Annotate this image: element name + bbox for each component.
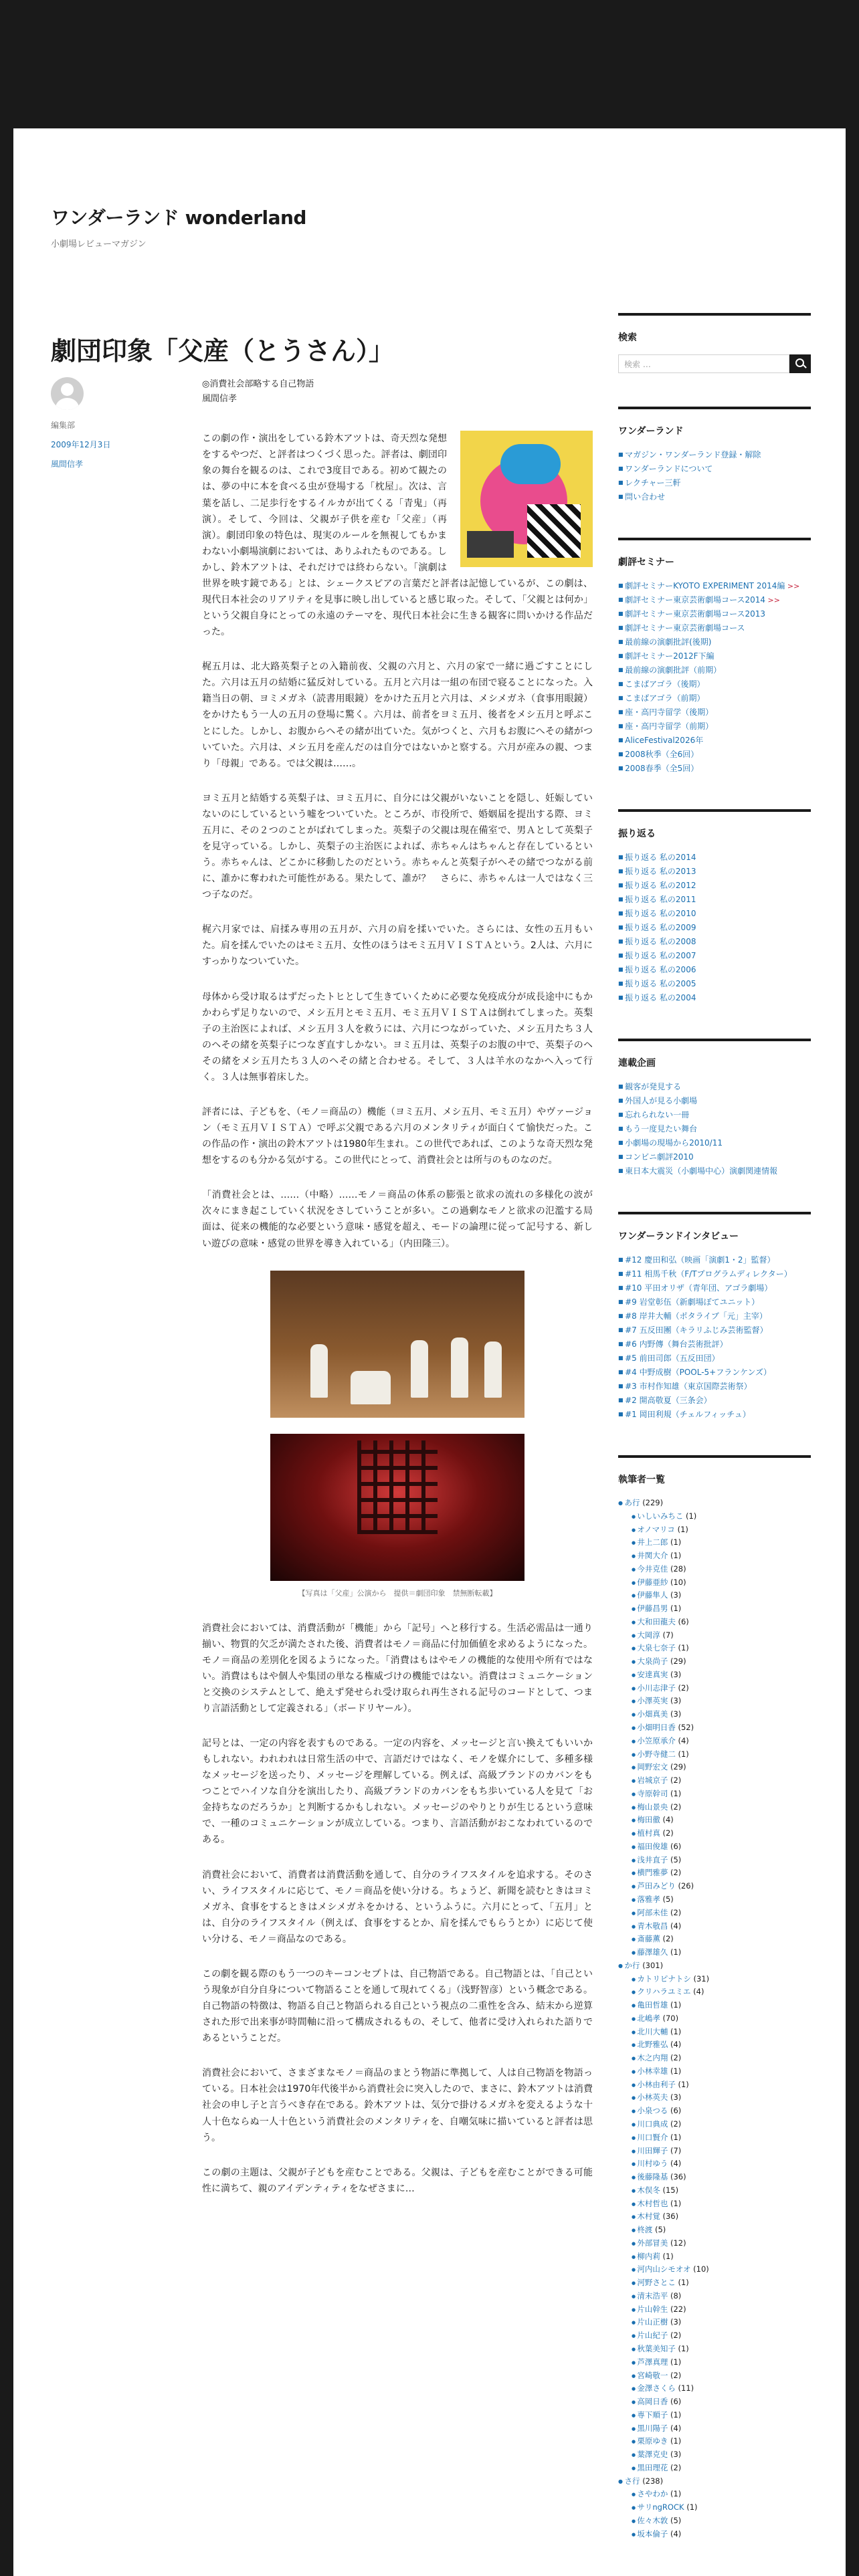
post-meta xyxy=(51,377,145,477)
sidebar-link[interactable]: ■ 劇評セミナー東京芸術劇場コース2014 >> xyxy=(618,593,811,607)
paragraph: この劇を観る際のもう一つのキーコンセプトは、自己物語である。自己物語とは、「自己という現象が自分自身について物語ることを通して現れてくる」（浅野智彦）という概念である。自己物語の特徴は、物語る自己と物語られる自己という視点の二重性を含み、結末から逆算された形で出来事が時間軸に沿って構成されるもの、そして、他者に受け入れられた語りであるということだ。 xyxy=(202,1968,593,2044)
sidebar-link[interactable]: ■ 2008秋季（全6回） xyxy=(618,748,811,762)
sidebar-link[interactable]: ■ #7 五反田團（キラリふじみ芸術監督） xyxy=(618,1323,811,1337)
paragraph-text: この劇の作・演出をしている鈴木アツトは、奇天烈な発想をするやつだ、と評者はつくづく思った。評者は、劇団印象の舞台を観るのは、これで3度目である。初めて観たのは、夢の中に本を食べる虫が登場する「枕屋」。次は、言葉を話し、二足歩行をするイルカが出てくる「青鬼」（再演）。そして、今回は、父親が子供を産む「父産」（再演）。劇団印象の特色は、現実のルールを無視してもかまわない小劇場演劇においては、ありふれたものである。しかし、鈴木アツトは、それだけでは終わらない。「演劇は世界を映す鏡である」とは、シェークスピアの言葉だと評者は記憶しているが、この劇は、現代日本社会のリアリティを見事に映し出していると感じ取った。そして、「父親とは何か」という父親自身にとっての永遠のテーマを、現代日本社会に生きる観客に問いかける作品だった。 xyxy=(202,433,593,638)
sidebar-link[interactable]: ■ こまばアゴラ（後期） xyxy=(618,677,811,691)
paragraph: 梶六月家では、肩揉み専用の五月が、六月の肩を揉いでいた。さらには、女性の五月もいた。肩を揉んでいたのはモミ五月、女性のほうはモミ五月ＶＩＳＴＡという。2人は、六月にすっかりなついていた。 xyxy=(202,924,593,968)
author-item[interactable]: ● 福田俊雄 (6) xyxy=(632,1840,811,1854)
author-item[interactable]: ● 伊藤亜紗 (10) xyxy=(632,1576,811,1590)
sidebar-link[interactable]: ■ 問い合わせ xyxy=(618,490,811,504)
author-item[interactable]: ● 安達真実 (3) xyxy=(632,1669,811,1682)
author-group-label[interactable]: あ行 xyxy=(624,1498,643,1507)
interview-widget xyxy=(618,1212,811,1422)
paragraph: 消費社会においては、消費活動が「機能」から「記号」へと移行する。生活必需品は一通り揃い、物質的欠乏が満たされた後、消費者はモノ＝商品に付加価値を求めるようになった。モノ＝商品の差別化を図るようになった。「消費はもはやモノの機能的な使用や所有ではない。消費はもはや個人や集団の単なる権威づけの機能ではない。消費はコミュニケーションと交換のシステムとして、絶えず発せられ受け取られ再生される記号のコードとして、つまり言語活動として定義される」（ボードリヤール）。 xyxy=(202,1622,593,1714)
sidebar-link[interactable]: ■ 振り返る 私の2008 xyxy=(618,935,811,949)
sidebar-link[interactable]: ■ コンビニ劇評2010 xyxy=(618,1150,811,1164)
sidebar-link[interactable]: ■ 忘れられない一冊 xyxy=(618,1108,811,1122)
avatar xyxy=(51,377,84,410)
series-widget xyxy=(618,1039,811,1178)
author-item[interactable]: ● 亀田哲雄 (1) xyxy=(632,1999,811,2012)
author-item[interactable]: ● 大泉七奈子 (1) xyxy=(632,1642,811,1655)
post-date-link[interactable]: 2009年12月3日 xyxy=(51,440,111,449)
sidebar-link[interactable]: ■ 劇評セミナーKYOTO EXPERIMENT 2014編 >> xyxy=(618,579,811,593)
author-group[interactable] xyxy=(618,1959,811,2475)
author-item[interactable]: ● 北嶋孝 (70) xyxy=(632,2012,811,2026)
author-item[interactable]: ● 木村覚 (36) xyxy=(632,2210,811,2224)
author-item[interactable]: ● 小畑明日香 (52) xyxy=(632,1721,811,1735)
search-widget xyxy=(618,313,811,373)
sidebar-link[interactable]: ■ AliceFestival2026年 xyxy=(618,734,811,748)
paragraph: 記号とは、一定の内容を表すものである。一定の内容を、メッセージと言い換えてもいいかもしれない。われわれは日常生活の中で、言語だけではなく、モノを媒介にして、多種多様なメッセージを送ったり、メッセージを理解している。例えば、高級ブランドのカバンをもつことでハイソな自分を演出したり、高級ブランドのカバンをもち歩いている人を見て「お金持ちなのだろうか」と判断するかもしれない。メッセージのやりとりが生じるという意味で、一種のコミュニケーションが成立している。つまり、言語活動がおこなわれているのである。 xyxy=(202,1738,593,1846)
author-item[interactable]: ● 小野寺健二 (1) xyxy=(632,1748,811,1761)
photo-caption: 【写真は「父産」公演から 提供＝劇団印象 禁無断転載】 xyxy=(298,1588,497,1598)
author-group-label[interactable]: さ行 xyxy=(624,2476,643,2486)
sidebar-link[interactable]: ■ 最前線の演劇批評(後期) xyxy=(618,635,811,649)
author-item[interactable]: ● 植村真 (2) xyxy=(632,1827,811,1840)
sidebar-link[interactable]: ■ #12 慶田和弘（映画「演劇1・2」監督） xyxy=(618,1253,811,1267)
sidebar-link[interactable]: ■ 振り返る 私の2007 xyxy=(618,949,811,963)
author-item[interactable]: ● 柳内莉 (1) xyxy=(632,2250,811,2264)
article-subhead xyxy=(202,377,593,407)
author-item[interactable]: ● 大和田龍夫 (6) xyxy=(632,1616,811,1629)
author-item[interactable]: ● 大岡淳 (7) xyxy=(632,1629,811,1642)
sidebar-link[interactable]: ■ #10 平田オリザ（青年団、アゴラ劇場） xyxy=(618,1281,811,1295)
subhead-author: 風間信孝 xyxy=(202,394,237,405)
paragraph: ヨミ五月と結婚する英梨子は、ヨミ五月に、自分には父親がいないことを隠し、妊娠していないのにしているという嘘をついていた。ところが、市役所で、婚姻届を提出する際、ヨミ五月に、その２つのことがばれてしまった。英梨子の父親は現在備室で、男Ａとして英梨子を見守っている。しかし、英梨子の主治医によれば、赤ちゃんはちゃんと存在しているという。赤ちゃんは、どこかに移動したのだという。赤ちゃんと英梨子がへその緒でつながる前に、誰かに奪われた可能性がある。果たして、誰が？ さらに、赤ちゃんは一人ではなく三つ子なのだ。 xyxy=(202,792,593,901)
author-item[interactable]: ● 外部冒美 (12) xyxy=(632,2237,811,2250)
sidebar-link[interactable]: ■ 振り返る 私の2009 xyxy=(618,921,811,935)
sidebar-link[interactable]: ■ 劇評セミナー東京芸術劇場コース2013 xyxy=(618,607,811,621)
author-item[interactable]: ● 秋葉美知子 (1) xyxy=(632,2343,811,2356)
author-item[interactable]: ● 岩城京子 (2) xyxy=(632,1774,811,1788)
author-item[interactable]: ● 今井克佳 (28) xyxy=(632,1563,811,1576)
author-item[interactable]: ● 伊藤昌男 (1) xyxy=(632,1602,811,1616)
site-header xyxy=(51,203,306,249)
widget-title: 劇評セミナー xyxy=(618,557,674,568)
sidebar-link[interactable]: ■ 振り返る 私の2012 xyxy=(618,879,811,893)
author-item[interactable]: ● 小笠原承介 (4) xyxy=(632,1735,811,1748)
authors-widget xyxy=(618,1455,811,2541)
author-item[interactable]: ● 佐々木敦 (5) xyxy=(632,2514,811,2528)
author-group-label[interactable]: か行 xyxy=(624,1960,643,1970)
author-item[interactable]: ● 片山正樹 (3) xyxy=(632,2316,811,2329)
author-item[interactable]: ● 高岡日香 (6) xyxy=(632,2395,811,2409)
author-item[interactable]: ● 落雅孝 (5) xyxy=(632,1893,811,1907)
author-item[interactable]: ● 専下順子 (1) xyxy=(632,2409,811,2422)
author-item[interactable]: ● 金澤さくら (11) xyxy=(632,2382,811,2395)
sidebar-link[interactable]: ■ 最前線の演劇批評（前期） xyxy=(618,663,811,677)
sidebar-link[interactable]: ■ こまばアゴラ（前期） xyxy=(618,691,811,706)
paragraph: 母体から受け取るはずだったトヒとして生きていくために必要な免疫成分が成長途中にもかかわらず足りないので、メシ五月とモミ五月、モミ五月ＶＩＳＴＡは倒れてしまった。英梨子の主治医によれば、メシ五月３人を救うには、六月につながっていた、メシ五月たち３人のヘその緒を英梨子につなぎ直すしかない。ヨミ五月は、英梨子のお腹の中で、英梨子のヘその緒をメシ五月たち３人のヘその緒と合わせる。そして、３人は羊水のなかへ入って行く。３人は無事着床した。 xyxy=(202,991,593,1083)
sidebar-link[interactable]: ■ 2008春季（全5回） xyxy=(618,762,811,776)
paragraph: この劇の主題は、父親が子どもを産むことである。父親は、子どもを産むことができる可能性に満ちて、親のアイデンティティをなぜさまに… xyxy=(202,2167,593,2194)
author-item[interactable]: ● 小林由利子 (1) xyxy=(632,2078,811,2092)
search-input[interactable]: 検索 … xyxy=(618,354,789,373)
author-item[interactable]: ● 川村ゆう (4) xyxy=(632,2157,811,2171)
author-item[interactable]: ● 藤澤雄久 (1) xyxy=(632,1946,811,1959)
search-button[interactable] xyxy=(789,354,811,373)
sidebar-link[interactable]: ■ レクチャー三軒 xyxy=(618,476,811,490)
paragraph: 梶五月は、北大路英梨子との入籍前夜、父親の六月と、六月の家で一緒に過ごすことにした。六月は五月の結婚に猛反対している。五月と六月は一組の布団で寝ることになった。入籍当日の朝、ヨミメガネ（読書用眼鏡）をかけた五月と六月は、メシメガネ（食事用眼鏡）をかけたもう一人の五月の登場に驚く。六月は、前者をヨミ五月、後者をメシ五月と呼ぶことにした。しかし、お腹からヘその緒が出ていた。気がつくと、六月もお腹にへその緒がついていた。六月は、メシ五月を産んだのは自分ではないかと察する。六月が産みの親、つまり「母親」である。では父親は……。 xyxy=(202,661,593,769)
author-group-count: (238) xyxy=(642,2476,664,2486)
post-title: 劇団印象「父産（とうさん）」 xyxy=(51,336,395,366)
sidebar-link[interactable]: ■ #5 前田司郎（五反田団） xyxy=(618,1352,811,1366)
author-item[interactable]: ● 宮崎敬一 (2) xyxy=(632,2369,811,2383)
author-group-count: (229) xyxy=(642,1498,664,1507)
sidebar-link[interactable]: ■ 劇評セミナー東京芸術劇場コース xyxy=(618,621,811,635)
author-item[interactable]: ● 大泉尚子 (29) xyxy=(632,1655,811,1669)
sidebar-link[interactable]: ■ もう一度見たい舞台 xyxy=(618,1122,811,1136)
widget-title: ワンダーランドインタビュー xyxy=(618,1231,739,1242)
author-item[interactable]: ● 梅山景央 (2) xyxy=(632,1801,811,1814)
widget-title: ワンダーランド xyxy=(618,426,684,437)
sidebar-link[interactable]: ■ #1 岡田利規（チェルフィッチュ） xyxy=(618,1408,811,1422)
author-role: 編集部 xyxy=(51,421,76,430)
author-item[interactable]: ● 片山紀子 (2) xyxy=(632,2329,811,2343)
author-item[interactable]: ● 川口賢介 (1) xyxy=(632,2131,811,2145)
author-item[interactable]: ● カトリピナトシ (31) xyxy=(632,1973,811,1986)
widget-title: 検索 xyxy=(618,332,637,343)
author-item[interactable]: ● 芦澤真理 (1) xyxy=(632,2356,811,2369)
sidebar-link[interactable]: ■ #9 岩堂彰伍（新劇場ぼてユニット） xyxy=(618,1295,811,1309)
author-item[interactable]: ● 小畑真美 (3) xyxy=(632,1708,811,1721)
author-item[interactable]: ● いしいみちこ (1) xyxy=(632,1510,811,1523)
author-item[interactable]: ● 岡野宏文 (29) xyxy=(632,1761,811,1774)
author-item[interactable]: ● 葉澤克史 (3) xyxy=(632,2448,811,2462)
sidebar-link[interactable]: ■ マガジン・ワンダーランド登録・解除 xyxy=(618,448,811,462)
sidebar-link[interactable]: ■ 振り返る 私の2004 xyxy=(618,991,811,1005)
author-item[interactable]: ● 木村哲也 (1) xyxy=(632,2197,811,2211)
author-item[interactable]: ● 阿部未佳 (2) xyxy=(632,1907,811,1920)
author-item[interactable]: ● 梅田徹 (4) xyxy=(632,1814,811,1827)
sidebar-link[interactable]: ■ #8 岸井大輔（ポタライブ「元」主宰） xyxy=(618,1309,811,1323)
widget-title: 連載企画 xyxy=(618,1058,656,1069)
sidebar-link[interactable]: ■ 振り返る 私の2014 xyxy=(618,851,811,865)
sidebar-link[interactable]: ■ #6 内野傳（舞台芸術批評） xyxy=(618,1337,811,1352)
author-item[interactable]: ● サリngROCK (1) xyxy=(632,2501,811,2514)
author-item[interactable]: ● 北川大輔 (1) xyxy=(632,2026,811,2039)
new-marker: >> xyxy=(785,582,800,591)
author-item[interactable]: ● 小泉つる (6) xyxy=(632,2105,811,2118)
author-item[interactable]: ● 後藤隆基 (36) xyxy=(632,2171,811,2184)
paragraph xyxy=(202,431,593,640)
sidebar-link[interactable]: ■ #4 中野成樹（POOL-5+フランケンズ） xyxy=(618,1366,811,1380)
sidebar-link[interactable]: ■ 振り返る 私の2011 xyxy=(618,893,811,907)
sidebar-link[interactable]: ■ ワンダーランドについて xyxy=(618,462,811,476)
author-item[interactable]: ● 黒川陽子 (4) xyxy=(632,2422,811,2436)
sidebar-link[interactable]: ■ #11 相馬千秋（F/Tプログラムディレクター） xyxy=(618,1267,811,1281)
author-item[interactable]: ● 伊藤隼人 (3) xyxy=(632,1589,811,1602)
page xyxy=(13,128,846,2576)
paragraph: 「消費社会とは、……（中略）……モノ＝商品の体系の膨張と欲求の流れの多様化の波が次々にまき起こしていく状況をさしていうことが多い。この過剰なモノと欲求の氾濫する局面は、従来の機能的な必要という意味・感覚を超え、モードの論理に従って記号する、新しい遊びの意味・感覚の世界を導き入れている」（内田隆三）。 xyxy=(202,1190,593,1249)
author-item[interactable]: ● 河野さとこ (1) xyxy=(632,2276,811,2290)
sidebar-link[interactable]: ■ 東日本大震災（小劇場中心）演劇関連情報 xyxy=(618,1164,811,1178)
sidebar-link[interactable]: ■ 外国人が見る小劇場 xyxy=(618,1094,811,1108)
sidebar-link[interactable]: ■ 振り返る 私の2010 xyxy=(618,907,811,921)
looking-back-widget xyxy=(618,809,811,1005)
sidebar-link[interactable]: ■ 振り返る 私の2013 xyxy=(618,865,811,879)
author-item[interactable]: ● クリハラユミエ (4) xyxy=(632,1985,811,1999)
author-item[interactable]: ● 川口典成 (2) xyxy=(632,2118,811,2131)
article-body xyxy=(202,377,593,2216)
author-item[interactable]: ● 小川志津子 (2) xyxy=(632,1682,811,1695)
author-item[interactable]: ● オノマリコ (1) xyxy=(632,1523,811,1537)
author-item[interactable]: ● 木俣冬 (15) xyxy=(632,2184,811,2197)
author-item[interactable]: ● 横門雅夢 (2) xyxy=(632,1866,811,1880)
site-description: 小劇場レビューマガジン xyxy=(51,239,147,249)
widget-title: 振り返る xyxy=(618,829,656,839)
paragraph: 消費社会において、消費者は消費活動を通して、自分のライフスタイルを追求する。そのさい、ライフスタイルに応じて、モノ＝商品を使い分ける。ちょうど、新聞を読むときはヨミメガネ、食事をするときはメシメガネをかける、というふうに。六月にとって、「五月」とは、自分のライフスタイル（例えば、食事をするとか、肩を揉んでもらうとか）に応じて使い分ける、モノ＝商品なのである。 xyxy=(202,1869,593,1945)
sidebar-link[interactable]: ■ 観客が発見する xyxy=(618,1080,811,1094)
author-link[interactable]: 風間信孝 xyxy=(51,459,84,469)
author-item[interactable]: ● さやわか (1) xyxy=(632,2488,811,2501)
new-marker: >> xyxy=(765,596,780,605)
author-item[interactable]: ● 芦田みどり (26) xyxy=(632,1880,811,1893)
author-item[interactable]: ● 黒田理花 (2) xyxy=(632,2462,811,2475)
subhead-title: ◎消費社会部略する自己物語 xyxy=(202,379,314,389)
author-item[interactable]: ● 井上二郎 (1) xyxy=(632,1536,811,1549)
author-item[interactable]: ● 小林英夫 (3) xyxy=(632,2091,811,2105)
author-item[interactable]: ● 河内山シモオオ (10) xyxy=(632,2263,811,2276)
author-item[interactable]: ● 小澤英実 (3) xyxy=(632,1695,811,1708)
author-item[interactable]: ● 清末浩平 (8) xyxy=(632,2290,811,2303)
author-item[interactable]: ● 井関大介 (1) xyxy=(632,1549,811,1563)
paragraph: 消費社会において、さまざまなモノ＝商品のまとう物語に準拠して、人は自己物語を物語っている。日本社会は1970年代後半から消費社会に突入したので、まさに、鈴木アツトは消費社会の申し子と言うべき存在である。鈴木アツトは、気分で掛けるメガネを変えるような十人十色ならぬ一人十色という消費社会のメンタリティを、自嘲気味に描いていると評者は思う。 xyxy=(202,2068,593,2143)
author-item[interactable]: ● 小林幸雄 (1) xyxy=(632,2065,811,2078)
paragraph: 評者には、子どもを、（モノ＝商品の）機能（ヨミ五月、メシ五月、モミ五月）やヴァージョン（モミ五月ＶＩＳＴＡ）で呼ぶ父親である六月のメンタリティが面白くて愉快だった。この作品の作・演出の鈴木アツトは1980年生まれ。この世代であれば、このような奇天烈な発想をするのも分かる気がする。この世代にとって、消費社会とは所与のものなのだ。 xyxy=(202,1107,593,1166)
sidebar-link[interactable]: ■ 振り返る 私の2005 xyxy=(618,977,811,991)
stage-photo-2[interactable] xyxy=(270,1434,524,1581)
author-item[interactable]: ● 北野雅弘 (4) xyxy=(632,2038,811,2052)
author-item[interactable]: ● 青木敬昌 (4) xyxy=(632,1920,811,1933)
wonderland-widget xyxy=(618,407,811,504)
author-item[interactable]: ● 栗原ゆき (1) xyxy=(632,2435,811,2448)
stage-photo-1[interactable] xyxy=(270,1271,524,1418)
poster-image[interactable] xyxy=(460,431,593,567)
sidebar-link[interactable]: ■ 小劇場の現場から2010/11 xyxy=(618,1136,811,1150)
site-title[interactable]: ワンダーランド wonderland xyxy=(51,207,306,229)
author-item[interactable]: ● 斎藤薫 (2) xyxy=(632,1933,811,1946)
author-item[interactable]: ● 浅井直子 (5) xyxy=(632,1854,811,1867)
author-group-count: (301) xyxy=(642,1960,664,1970)
sidebar-link[interactable]: ■ #3 市村作知雄（東京国際芸術祭） xyxy=(618,1380,811,1394)
author-item[interactable]: ● 柊渡 (5) xyxy=(632,2224,811,2237)
sidebar-link[interactable]: ■ 座・高円寺留学（後期） xyxy=(618,706,811,720)
sidebar-link[interactable]: ■ 劇評セミナー2012F下編 xyxy=(618,649,811,663)
widget-title: 執筆者一覧 xyxy=(618,1475,665,1485)
sidebar-link[interactable]: ■ #2 開高敬夏（三条会） xyxy=(618,1394,811,1408)
author-item[interactable]: ● 坂本倫子 (4) xyxy=(632,2528,811,2541)
author-group[interactable] xyxy=(618,1497,811,1959)
author-item[interactable]: ● 片山幹生 (22) xyxy=(632,2303,811,2317)
sidebar xyxy=(618,313,811,2574)
author-item[interactable]: ● 木之内翔 (2) xyxy=(632,2052,811,2065)
sidebar-link[interactable]: ■ 振り返る 私の2006 xyxy=(618,963,811,977)
author-group[interactable] xyxy=(618,2475,811,2541)
author-item[interactable]: ● 寺原幹司 (1) xyxy=(632,1788,811,1801)
author-item[interactable]: ● 川田輝子 (7) xyxy=(632,2145,811,2158)
sidebar-link[interactable]: ■ 座・高円寺留学（前期） xyxy=(618,720,811,734)
seminar-widget xyxy=(618,538,811,776)
